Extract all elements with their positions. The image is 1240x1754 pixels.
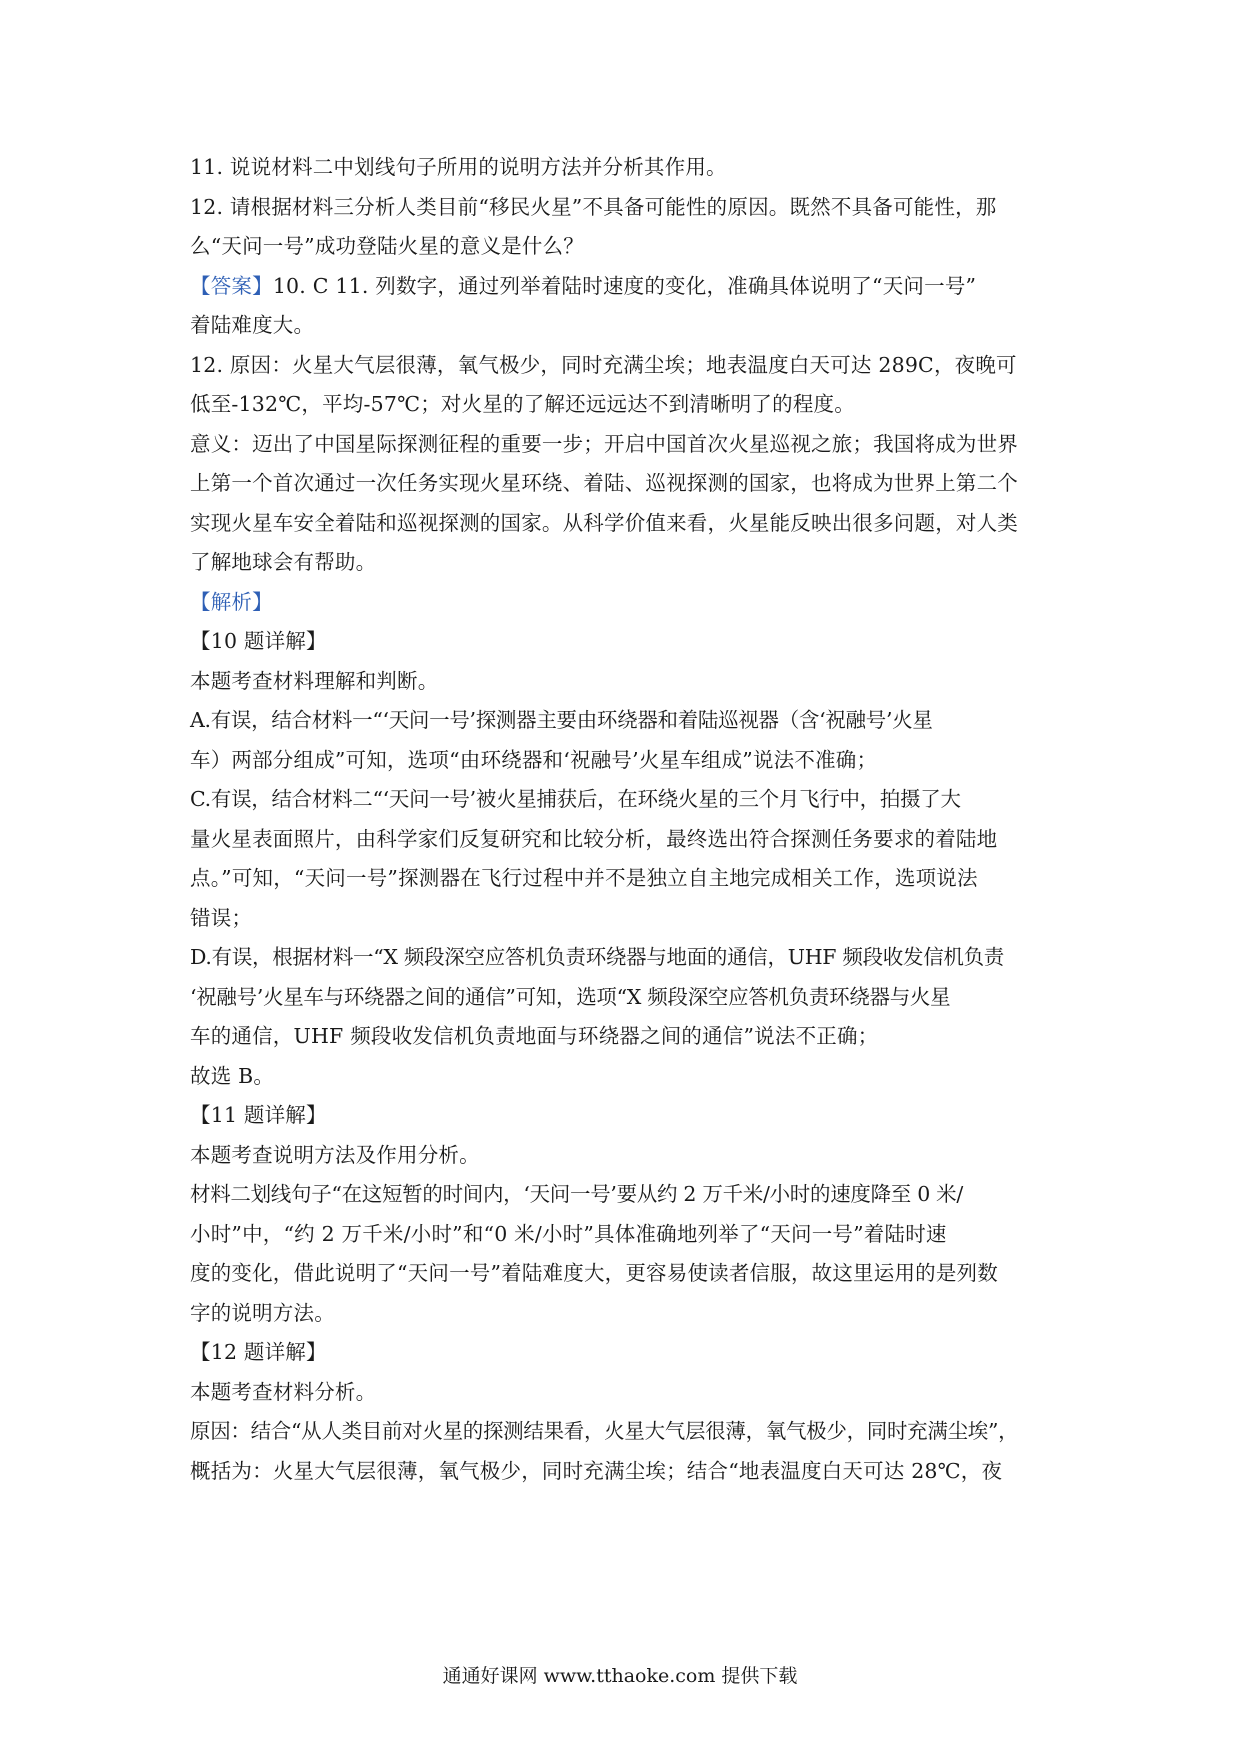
question-11: 11. 说说材料二中划线句子所用的说明方法并分析其作用。 (190, 155, 727, 179)
q10-option-c-line-4: 错误； (190, 905, 253, 930)
question-12-line-2: 么“天问一号”成功登陆火星的意义是什么？ (190, 234, 584, 258)
significance-line-4: 了解地球会有帮助。 (190, 550, 377, 574)
q12-intro: 本题考查材料分析。 (190, 1379, 377, 1404)
q11-intro: 本题考查说明方法及作用分析。 (190, 1142, 480, 1167)
q11-analysis-line-3: 度的变化，借此说明了“天问一号”着陆难度大，更容易使读者信服，故这里运用的是列数 (190, 1261, 998, 1285)
answer-line-1 (190, 267, 1060, 307)
q11-analysis-line-4: 字的说明方法。 (190, 1300, 335, 1325)
question-12-line-1: 12. 请根据材料三分析人类目前“移民火星”不具备可能性的原因。既然不具备可能性，那 (190, 194, 997, 219)
q10-conclusion: 故选 B。 (190, 1063, 275, 1088)
q11-heading: 【11 题详解】 (190, 1103, 327, 1127)
analysis-label: 【解析】 (190, 589, 273, 614)
q10-option-a-line-2: 车）两部分组成”可知，选项“由环绕器和‘祝融号’火星车组成”说法不准确； (190, 747, 878, 772)
answer-text: 10. C 11. 列数字，通过列举着陆时速度的变化，准确具体说明了“天问一号” (272, 273, 977, 298)
significance-line-1: 意义：迈出了中国星际探测征程的重要一步；开启中国首次火星巡视之旅；我国将成为世界 (190, 431, 1018, 456)
q10-option-a-line-1: A.有误，结合材料一“‘天问一号’探测器主要由环绕器和着陆巡视器（含‘祝融号’火星 (190, 708, 933, 732)
q10-heading: 【10 题详解】 (190, 629, 327, 653)
q10-option-d-line-3: 车的通信，UHF 频段收发信机负责地面与环绕器之间的通信”说法不正确； (190, 1024, 879, 1048)
significance-line-3: 实现火星车安全着陆和巡视探测的国家。从科学价值来看，火星能反映出很多问题，对人类 (190, 510, 1018, 535)
q10-intro: 本题考查材料理解和判断。 (190, 668, 439, 693)
q11-analysis-line-1: 材料二划线句子“在这短暂的时间内，‘天问一号’要从约 2 万千米/小时的速度降至 0 米/ (190, 1182, 963, 1206)
q12-analysis-line-2: 概括为：火星大气层很薄，氧气极少，同时充满尘埃；结合“地表温度白天可达 28℃，夜 (190, 1458, 1003, 1483)
q10-option-c-line-1: C.有误，结合材料二“‘天问一号’被火星捕获后，在环绕火星的三个月飞行中，拍摄了大 (190, 787, 961, 811)
answer-line-2: 着陆难度大。 (190, 313, 315, 337)
q10-option-d-line-2: ‘祝融号’火星车与环绕器之间的通信”可知，选项“X 频段深空应答机负责环绕器与火星 (190, 984, 951, 1009)
answer-12-line-2: 低至-132℃，平均-57℃；对火星的了解还远远达不到清晰明了的程度。 (190, 392, 855, 416)
answer-label: 【答案】 (190, 273, 273, 298)
page-footer: 通通好课网 www.tthaoke.com 提供下载 (442, 1665, 798, 1687)
answer-12-line-1: 12. 原因：火星大气层很薄，氧气极少，同时充满尘埃；地表温度白天可达 289C，夜晚可 (190, 352, 1017, 377)
q10-option-c-line-2: 量火星表面照片，由科学家们反复研究和比较分析，最终选出符合探测任务要求的着陆地 (190, 826, 998, 851)
q10-option-c-line-3: 点。”可知，“天问一号”探测器在飞行过程中并不是独立自主地完成相关工作，选项说法 (190, 866, 978, 890)
q10-option-d-line-1: D.有误，根据材料一“X 频段深空应答机负责环绕器与地面的通信，UHF 频段收发信机负责 (190, 945, 1005, 969)
q12-analysis-line-1: 原因：结合“从人类目前对火星的探测结果看，火星大气层很薄，氧气极少，同时充满尘埃”， (190, 1419, 1019, 1443)
page-content (190, 148, 1060, 1491)
q11-analysis-line-2: 小时”中，“约 2 万千米/小时”和“0 米/小时”具体准确地列举了“天问一号”着陆时速 (190, 1221, 947, 1246)
significance-line-2: 上第一个首次通过一次任务实现火星环绕、着陆、巡视探测的国家，也将成为世界上第二个 (190, 471, 1018, 495)
q12-heading: 【12 题详解】 (190, 1340, 327, 1364)
